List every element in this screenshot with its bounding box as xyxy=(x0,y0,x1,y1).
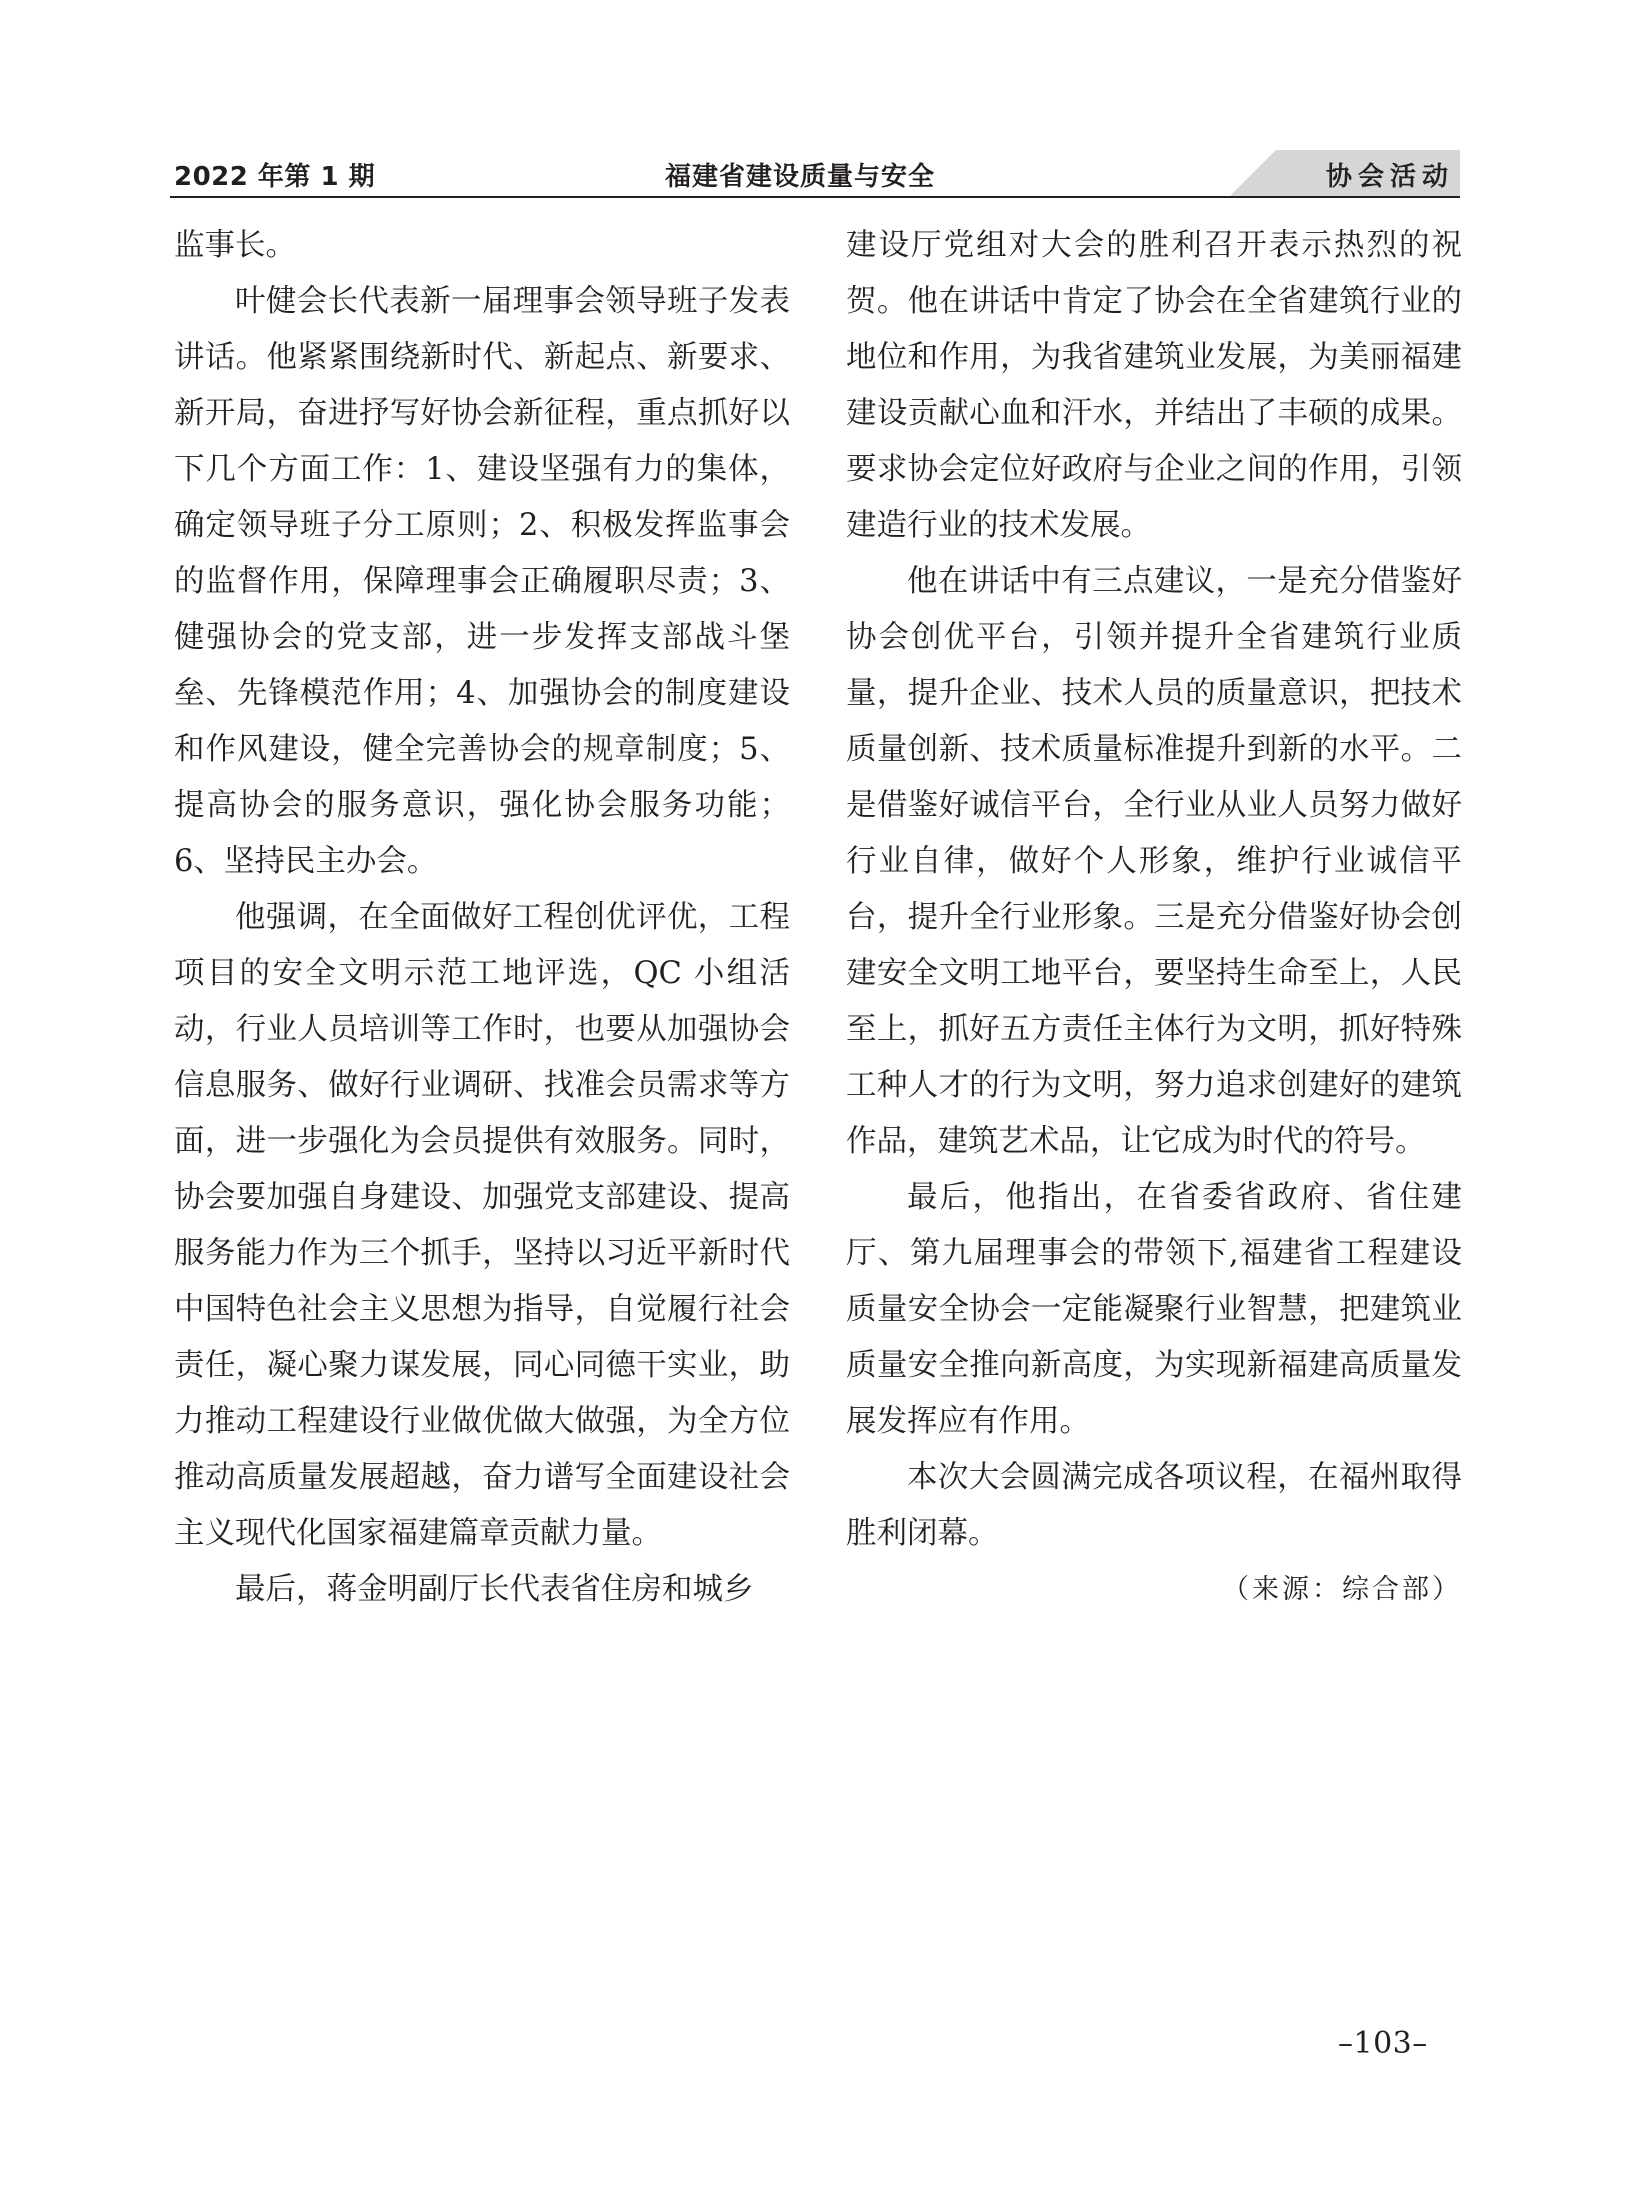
section-label: 协会活动 xyxy=(1325,162,1454,192)
paragraph: 他强调，在全面做好工程创优评优，工程项目的安全文明示范工地评选，QC 小组活动，行业人员培训等工作时，也要从加强协会信息服务、做好行业调研、找准会员需求等方面，进一步强化为会员提供有效服务。同时，协会要加强自身建设、加强党支部建设、提高服务能力作为三个抓手，坚持以习近平新时代中国特色社会主义思想为指导，自觉履行社会责任，凝心聚力谋发展，同心同德干实业，助力推动工程建设行业做优做大做强，为全方位推动高质量发展超越，奋力谱写全面建设社会主义现代化国家福建篇章贡献力量。 xyxy=(174,900,790,1551)
right-column xyxy=(846,218,1462,1618)
paragraph: 他在讲话中有三点建议，一是充分借鉴好协会创优平台，引领并提升全省建筑行业质量，提升企业、技术人员的质量意识，把技术质量创新、技术质量标准提升到新的水平。二是借鉴好诚信平台，全行业从业人员努力做好行业自律，做好个人形象，维护行业诚信平台，提升全行业形象。三是充分借鉴好协会创建安全文明工地平台，要坚持生命至上，人民至上，抓好五方责任主体行为文明，抓好特殊工种人才的行为文明，努力追求创建好的建筑作品，建筑艺术品，让它成为时代的符号。 xyxy=(846,564,1462,1159)
journal-title: 福建省建设质量与安全 xyxy=(665,162,936,192)
page-header xyxy=(170,150,1460,196)
issue-label: 2022 年第 1 期 xyxy=(174,162,376,192)
paragraph: 叶健会长代表新一届理事会领导班子发表讲话。他紧紧围绕新时代、新起点、新要求、新开局，奋进抒写好协会新征程，重点抓好以下几个方面工作：1、建设坚强有力的集体，确定领导班子分工原则；2、积极发挥监事会的监督作用，保障理事会正确履职尽责；3、健强协会的党支部，进一步发挥支部战斗堡垒、先锋模范作用；4、加强协会的制度建设和作风建设，健全完善协会的规章制度；5、提高协会的服务意识，强化协会服务功能；6、坚持民主办会。 xyxy=(174,284,790,879)
paragraph: 最后，他指出，在省委省政府、省住建厅、第九届理事会的带领下,福建省工程建设质量安全协会一定能凝聚行业智慧，把建筑业质量安全推向新高度，为实现新福建高质量发展发挥应有作用。 xyxy=(846,1180,1462,1439)
source-note: （来源：综合部） xyxy=(1222,1574,1462,1605)
header-rule xyxy=(170,196,1460,198)
paragraph: 监事长。 xyxy=(174,228,296,263)
paragraph: 建设厅党组对大会的胜利召开表示热烈的祝贺。他在讲话中肯定了协会在全省建筑行业的地位和作用，为我省建筑业发展，为美丽福建建设贡献心血和汗水，并结出了丰硕的成果。要求协会定位好政府与企业之间的作用，引领建造行业的技术发展。 xyxy=(846,228,1462,543)
left-column xyxy=(174,218,790,1618)
paragraph: 本次大会圆满完成各项议程，在福州取得胜利闭幕。 xyxy=(846,1460,1462,1551)
paragraph: 最后，蒋金明副厅长代表省住房和城乡 xyxy=(235,1572,754,1607)
page-number: –103– xyxy=(1338,2026,1428,2061)
